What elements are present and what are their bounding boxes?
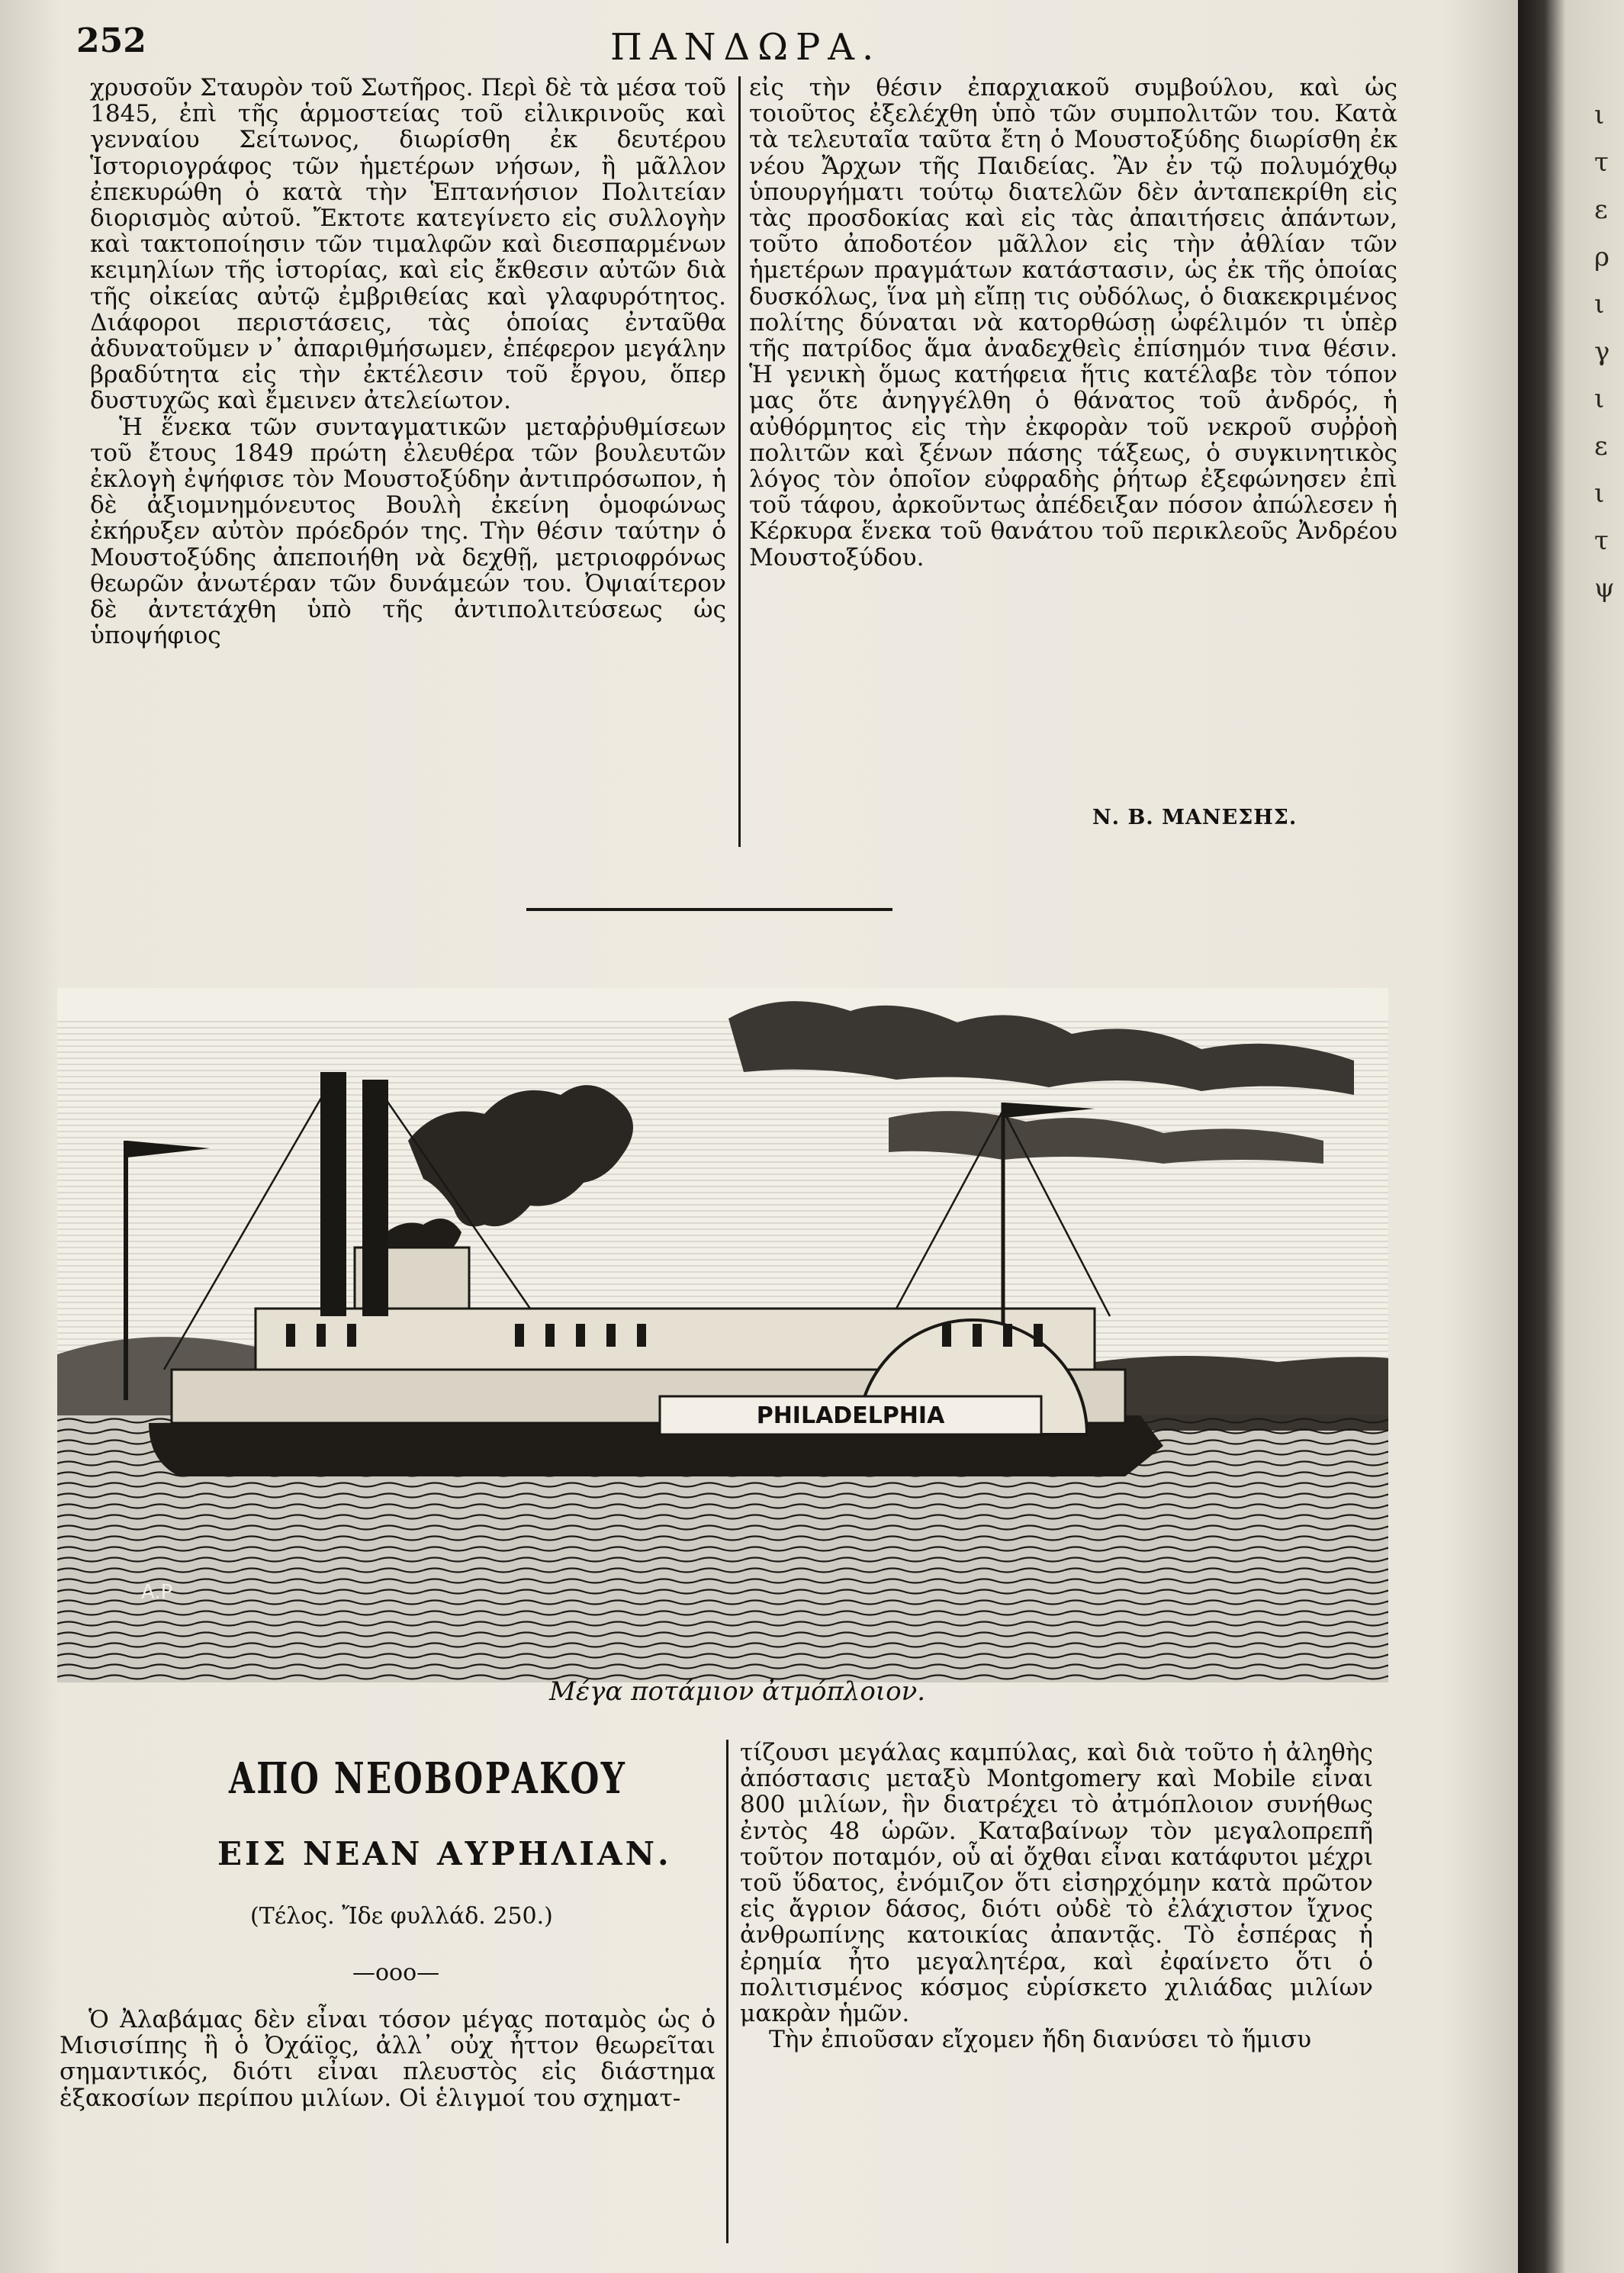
paragraph: τίζουσι μεγάλας καμπύλας, καὶ διὰ τοῦτο ἡ ἀληθὴς ἀπόστασις μεταξὺ Montgomery καὶ Mobile εἶναι 800 μιλίων, ἣν διατρέχει τὸ ἀτμόπλοιον συνήθως ἐντὸς 48 ὡρῶν. Καταβαίνων τὸν μεγαλοπρεπῆ τοῦτον ποταμόν, οὗ αἱ ὄχθαι εἶναι κατάφυτοι μέχρι τοῦ ὕδατος, ἐνόμιζον ὅτι εἰσηρχόμην κατὰ πρῶτον εἰς ἄγριον δάσος, διότι οὐδὲ τὸ ἐλάχιστον ἴχνος ἀνθρωπίνης κατοικίας ἀπαντᾷς. Τὸ ἑσπέρας ἡ ἐρημία ἦτο μεγαλητέρα, καὶ ἐφαίνετο ὅτι ὁ πολιτισμένος κόσμος εὑρίσκετο χιλιάδας μιλίων μακρὰν ἡμῶν. xyxy=(740,1739,1373,2028)
paragraph: Ἡ ἕνεκα τῶν συνταγματικῶν μεταῤῥυθμίσεων τοῦ ἔτους 1849 πρώτη ἐλευθέρα τῶν βουλευτῶν ἐκλογὴ ἐψήφισε τὸν Μουστοξύδην ἀντιπρόσωπον, ἡ δὲ ἀξιομνημόνευτος Βουλὴ ἐκείνη ὁμοφώνως ἐκήρυξεν αὐτὸν πρόεδρόν της. Τὴν θέσιν ταύτην ὁ Μουστοξύδης ἀπεποιήθη νὰ δεχθῇ, μετριοφρόνως θεωρῶν ἀνωτέραν τῶν δυνάμεών του. Ὀψιαίτερον δὲ ἀντετάχθη ὑπὸ τῆς ἀντιπολιτεύσεως ὡς ὑποψήφιος xyxy=(90,413,726,650)
article-title: ΑΠΟ ΝΕΟΒΟΡΑΚΟΥ xyxy=(229,1753,627,1804)
artist-initials: A.P xyxy=(141,1581,173,1604)
paragraph: εἰς τὴν θέσιν ἐπαρχιακοῦ συμβούλου, καὶ ὡς τοιοῦτος ἐξελέχθη ὑπὸ τῶν συμπολιτῶν του. Κατὰ τὰ τελευταῖα ταῦτα ἔτη ὁ Μουστοξύδης διωρίσθη ἐκ νέου Ἄρχων τῆς Παιδείας. Ἂν ἐν τῷ πολυμόχθῳ ὑπουργήματι τούτῳ διατελῶν δὲν ἀνταπεκρίθη εἰς τὰς προσδοκίας καὶ εἰς τὰς ἀπαιτήσεις ἁπάντων, τοῦτο ἀποδοτέον μᾶλλον εἰς τὴν ἀθλίαν τῶν ἡμετέρων πραγμάτων κατάστασιν, ὡς ἐκ τῆς ὁποίας δυσκόλως, ἵνα μὴ εἴπῃ τις οὐδόλως, ὁ διακεκριμένος πολίτης δύναται νὰ κατορθώσῃ ὠφέλιμόν τι ὑπὲρ τῆς πατρίδος ἅμα ἀναδεχθεὶς ἐπίσημόν τινα θέσιν. Ἡ γενικὴ ὅμως κατήφεια ἥτις κατέλαβε τὸν τόπον μας ὅτε ἀνηγγέλθη ὁ θάνατος τοῦ ἀνδρός, ἡ αὐθόρμητος εἰς τὴν ἐκφορὰν τοῦ νεκροῦ συῤῥοὴ πολιτῶν καὶ ξένων πάσης τάξεως, ὁ συγκινητικὸς λόγος τὸν ὁποῖον εὐφραδὴς ῥήτωρ ἐξεφώνησεν ἐπὶ τοῦ τάφου, ἀρκοῦντως ἀπέδειξαν πόσον ἀπώλεσεν ἡ Κέρκυρα ἕνεκα τοῦ θανάτου τοῦ περικλεοῦς Ἀνδρέου Μουστοξύδου. xyxy=(749,74,1397,571)
steamboat-engraving xyxy=(57,988,1388,1682)
smokestack-right xyxy=(362,1080,388,1316)
section-divider xyxy=(526,908,892,911)
top-right-column xyxy=(749,75,1397,571)
smokestack-left xyxy=(320,1072,346,1316)
continuation-note: (Τέλος. Ἴδε φυλλάδ. 250.) xyxy=(250,1903,553,1930)
article-left-column xyxy=(59,2007,716,2111)
top-left-column xyxy=(90,75,726,649)
column-rule-top xyxy=(738,76,741,847)
running-head: ΠΑΝΔΩΡΑ. xyxy=(610,26,882,69)
ornament: —οοο— xyxy=(352,1959,440,1986)
paragraph: Ὁ Ἀλαβάμας δὲν εἶναι τόσον μέγας ποταμὸς ὡς ὁ Μισισίπης ἢ ὁ Ὀχάϊος, ἀλλ᾿ οὐχ ἧττον θεωρεῖται σημαντικός, διότι εἶναι πλευστὸς εἰς διάστημα ἑξακοσίων περίπου μιλίων. Οἱ ἑλιγμοί του σχηματ- xyxy=(59,2006,716,2112)
author-signature: Ν. Β. ΜΑΝΕΣΗΣ. xyxy=(1092,806,1298,829)
ship-name: PHILADELPHIA xyxy=(756,1402,945,1429)
article-subtitle: ΕΙΣ ΝΕΑΝ ΑΥΡΗΛΙΑΝ. xyxy=(217,1835,672,1872)
page-number: 252 xyxy=(76,21,146,60)
facing-page-edge: ι τ ε ρ ι γ ι ε ι τ ψ xyxy=(1594,100,1615,604)
paragraph: χρυσοῦν Σταυρὸν τοῦ Σωτῆρος. Περὶ δὲ τὰ μέσα τοῦ 1845, ἐπὶ τῆς ἁρμοστείας τοῦ εἰλικρινοῦς καὶ γενναίου Σείτωνος, διωρίσθη ἐκ δευτέρου Ἱστοριογράφος τῶν ἡμετέρων νήσων, ἢ μᾶλλον ἐπεκυρώθη ὁ κατὰ τὴν Ἑπτανήσιον Πολιτείαν διορισμὸς αὐτοῦ. Ἔκτοτε κατεγίνετο εἰς συλλογὴν καὶ τακτοποίησιν τῶν τιμαλφῶν καὶ διεσπαρμένων κειμηλίων τῆς ἱστορίας, καὶ εἰς ἔκθεσιν αὐτῶν διὰ τῆς οἰκείας αὐτῷ ἐμβριθείας καὶ γλαφυρότητος. Διάφοροι περιστάσεις, τὰς ὁποίας ἐνταῦθα ἀδυνατοῦμεν ν᾿ ἀπαριθμήσωμεν, ἐπέφερον μεγάλην βραδύτητα εἰς τὴν ἐκτέλεσιν τοῦ ἔργου, ὅπερ δυστυχῶς καὶ ἔμεινεν ἀτελείωτον. xyxy=(90,74,726,415)
article-right-column xyxy=(740,1740,1373,2052)
column-rule-bottom xyxy=(726,1740,728,2243)
illustration-caption: Μέγα ποτάμιον ἀτμόπλοιον. xyxy=(549,1676,926,1707)
paragraph: Τὴν ἐπιοῦσαν εἴχομεν ἤδη διανύσει τὸ ἥμισυ xyxy=(769,2026,1312,2054)
